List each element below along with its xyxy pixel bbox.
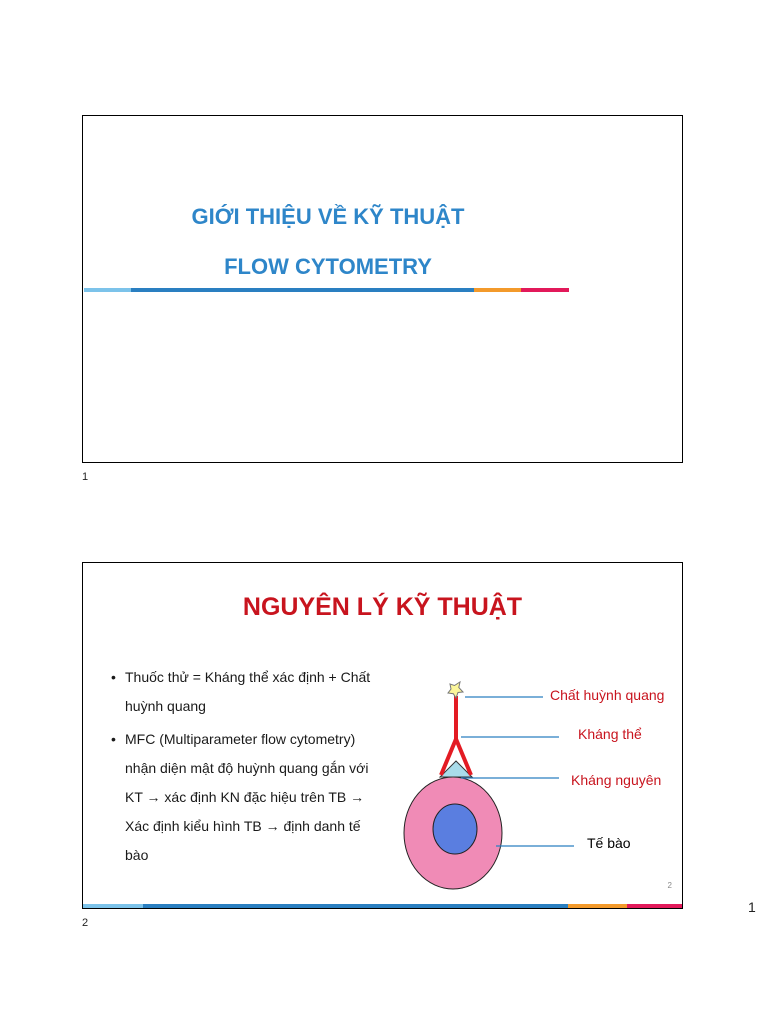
slide-1 <box>82 115 683 463</box>
bullet-text: Thuốc thử = Kháng thể xác định + Chất huỳnh quang <box>125 669 371 714</box>
slide-2-title: NGUYÊN LÝ KỸ THUẬT <box>242 593 523 621</box>
slide-1-number: 1 <box>82 471 89 483</box>
label-cell: Tế bào <box>587 835 631 851</box>
nucleus-shape <box>433 804 477 854</box>
slide-2-number: 2 <box>82 917 89 929</box>
slide-1-title-line-1: GIỚI THIỆU VỀ KỸ THUẬT <box>191 204 465 229</box>
fluorochrome-icon <box>448 682 463 698</box>
label-antibody: Kháng thể <box>578 726 642 742</box>
bullet-text: MFC (Multiparameter flow cytometry) nhận diện mật độ huỳnh quang gắn với KT → xác định KN đặc hiệu trên TB → Xác định kiểu hình TB → định danh tế bào <box>125 731 369 863</box>
page-number: 1 <box>748 899 756 915</box>
slide-2 <box>82 562 683 909</box>
slide-2-inner-number: 2 <box>667 881 672 890</box>
bullet-icon: • <box>111 731 116 747</box>
label-fluorochrome: Chất huỳnh quang <box>550 687 665 703</box>
slide-1-title-line-2: FLOW CYTOMETRY <box>224 254 432 279</box>
label-antigen: Kháng nguyên <box>571 772 662 788</box>
bullet-icon: • <box>111 669 116 685</box>
